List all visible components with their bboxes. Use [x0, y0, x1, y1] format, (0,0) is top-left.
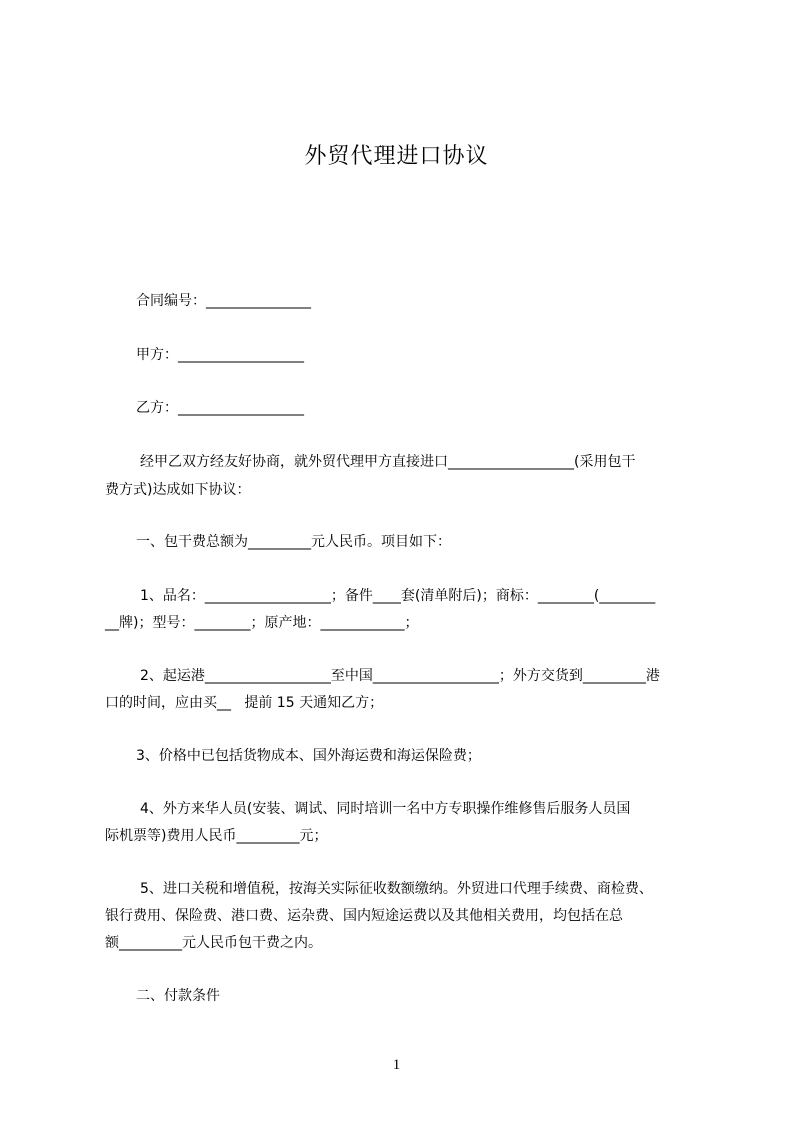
- section-1-heading: 一、包干费总额为_________元人民币。项目如下：: [136, 534, 451, 550]
- item-1-line-1: 1、品名：__________________；备件____套(清单附后)；商标：________(________: [140, 588, 656, 604]
- party-a-line: 甲方：__________________: [136, 347, 304, 363]
- preamble-line-2: 费方式)达成如下协议：: [105, 482, 251, 498]
- item-3-line: 3、价格中已包括货物成本、国外海运费和海运保险费；: [136, 748, 481, 764]
- item-5-line-1: 5、进口关税和增值税，按海关实际征收数额缴纳。外贸进口代理手续费、商检费、: [140, 881, 653, 897]
- contract-number-line: 合同编号：_______________: [136, 293, 311, 309]
- document-title: 外贸代理进口协议: [304, 144, 489, 169]
- item-5-line-2: 银行费用、保险费、港口费、运杂费、国内短途运费以及其他相关费用，均包括在总: [105, 908, 623, 924]
- item-1-line-2: __牌)；型号：________；原产地：____________；: [105, 615, 419, 631]
- item-2-line-2: 口的时间，应由买__ 提前 15 天通知乙方；: [105, 695, 384, 711]
- item-2-line-1: 2、起运港__________________至中国__________________；外方交货到_________港: [140, 668, 660, 684]
- preamble-line-1: 经甲乙双方经友好协商，就外贸代理甲方直接进口__________________(采用包干: [140, 454, 636, 470]
- item-5-line-3: 额_________元人民币包干费之内。: [105, 935, 322, 951]
- party-b-line: 乙方：__________________: [136, 400, 304, 416]
- section-2-heading: 二、付款条件: [136, 988, 220, 1004]
- page-number: 1: [392, 1057, 401, 1073]
- item-4-line-1: 4、外方来华人员(安装、调试、同时培训一名中方专职操作维修售后服务人员国: [140, 801, 631, 817]
- item-4-line-2: 际机票等)费用人民币_________元；: [105, 828, 328, 844]
